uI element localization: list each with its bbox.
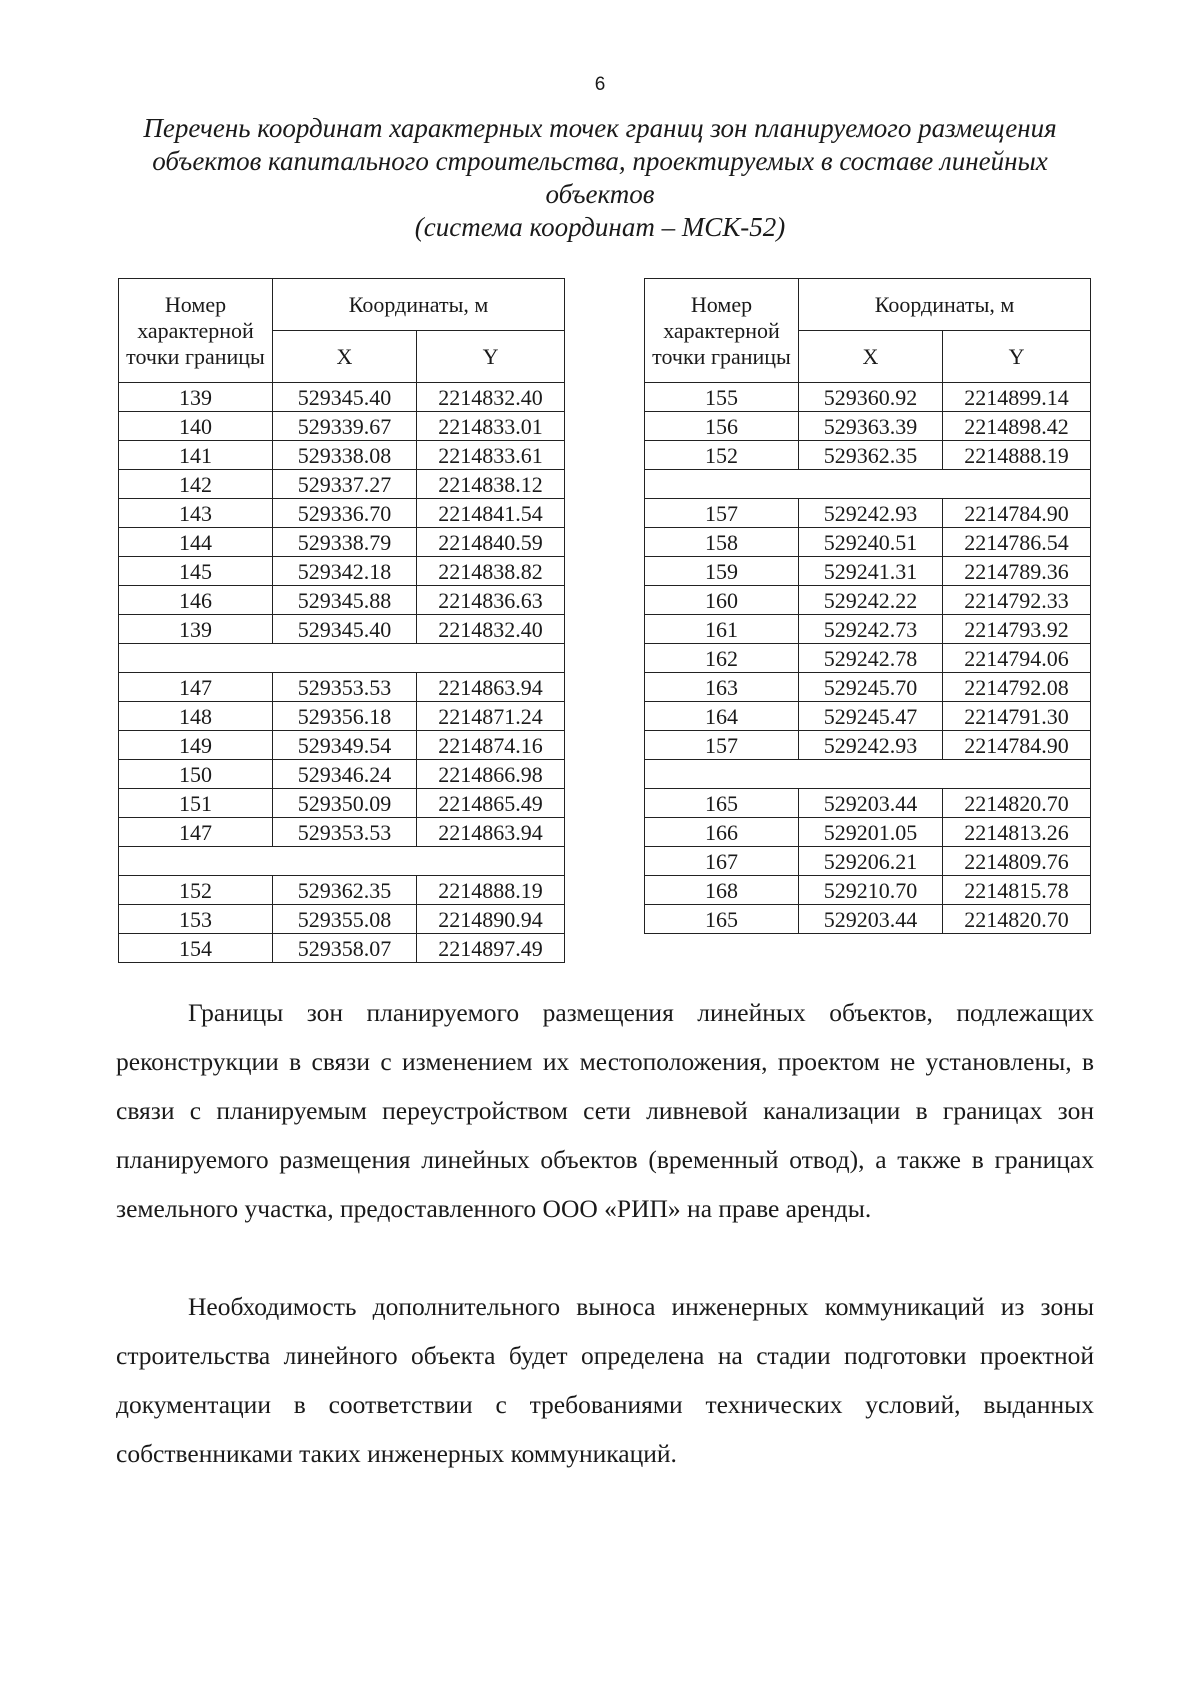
table-row [645,615,1091,644]
coordinates-table-right [644,278,1091,934]
x-coordinate-cell: 529337.27 [273,470,417,499]
table-row [119,934,565,963]
point-number-cell: 144 [119,528,273,557]
x-coordinate-cell: 529203.44 [799,905,943,934]
point-number-cell: 139 [119,615,273,644]
x-coordinate-cell: 529362.35 [273,876,417,905]
y-coordinate-cell: 2214813.26 [943,818,1091,847]
x-coordinate-cell: 529241.31 [799,557,943,586]
table-row [119,905,565,934]
header-y: Y [417,331,565,383]
point-number-cell: 147 [119,818,273,847]
x-coordinate-cell: 529242.93 [799,731,943,760]
x-coordinate-cell: 529355.08 [273,905,417,934]
x-coordinate-cell: 529350.09 [273,789,417,818]
header-point-number: Номер характерной точки границы [119,279,273,383]
table-row [119,673,565,702]
point-number-cell: 166 [645,818,799,847]
y-coordinate-cell: 2214789.36 [943,557,1091,586]
y-coordinate-cell: 2214786.54 [943,528,1091,557]
y-coordinate-cell: 2214820.70 [943,905,1091,934]
paragraph-boundaries: Границы зон планируемого размещения линейных объектов, подлежащих реконструкции в связи с изменением их местоположения, проектом не установлены, в связи с планируемым переустройством сети ливневой канализации в границах зон планируемого размещения линейных объектов (временный отвод), а также в границах земельного участка, предоставленного ООО «РИП» на праве аренды. [116,998,1094,1223]
table-row [645,876,1091,905]
table-row [119,499,565,528]
title-line-2: объектов капитального строительства, проектируемых в составе линейных [152,146,1048,176]
point-number-cell: 161 [645,615,799,644]
title-line-1: Перечень координат характерных точек границ зон планируемого размещения [143,113,1057,143]
table-row [119,789,565,818]
x-coordinate-cell: 529242.22 [799,586,943,615]
y-coordinate-cell: 2214793.92 [943,615,1091,644]
y-coordinate-cell: 2214820.70 [943,789,1091,818]
y-coordinate-cell: 2214863.94 [417,673,565,702]
table-row [645,383,1091,412]
table-row [645,818,1091,847]
table-row [645,789,1091,818]
point-number-cell: 153 [119,905,273,934]
point-number-cell: 155 [645,383,799,412]
header-coordinates: Координаты, м [799,279,1091,331]
y-coordinate-cell: 2214890.94 [417,905,565,934]
point-number-cell: 158 [645,528,799,557]
y-coordinate-cell: 2214888.19 [417,876,565,905]
table-row [645,586,1091,615]
point-number-cell: 154 [119,934,273,963]
table-row [645,441,1091,470]
table-separator-row [119,847,565,876]
point-number-cell: 147 [119,673,273,702]
x-coordinate-cell: 529245.70 [799,673,943,702]
table-row [119,876,565,905]
document-title [108,112,1092,244]
table-row [119,760,565,789]
y-coordinate-cell: 2214791.30 [943,702,1091,731]
table-row [119,412,565,441]
y-coordinate-cell: 2214784.90 [943,731,1091,760]
table-row [645,528,1091,557]
x-coordinate-cell: 529338.79 [273,528,417,557]
table-separator-row [645,760,1091,789]
x-coordinate-cell: 529342.18 [273,557,417,586]
point-number-cell: 159 [645,557,799,586]
y-coordinate-cell: 2214838.12 [417,470,565,499]
header-x: X [273,331,417,383]
y-coordinate-cell: 2214836.63 [417,586,565,615]
point-number-cell: 157 [645,731,799,760]
y-coordinate-cell: 2214792.33 [943,586,1091,615]
table-row [645,412,1091,441]
x-coordinate-cell: 529345.40 [273,615,417,644]
y-coordinate-cell: 2214871.24 [417,702,565,731]
point-number-cell: 139 [119,383,273,412]
y-coordinate-cell: 2214898.42 [943,412,1091,441]
point-number-cell: 142 [119,470,273,499]
y-coordinate-cell: 2214888.19 [943,441,1091,470]
x-coordinate-cell: 529345.88 [273,586,417,615]
point-number-cell: 149 [119,731,273,760]
table-row [119,818,565,847]
table-row [119,615,565,644]
x-coordinate-cell: 529349.54 [273,731,417,760]
y-coordinate-cell: 2214794.06 [943,644,1091,673]
x-coordinate-cell: 529353.53 [273,818,417,847]
y-coordinate-cell: 2214865.49 [417,789,565,818]
table-row [645,905,1091,934]
x-coordinate-cell: 529240.51 [799,528,943,557]
separator-cell [119,847,565,876]
x-coordinate-cell: 529242.73 [799,615,943,644]
table-row [119,702,565,731]
table-row [119,528,565,557]
table-row [119,383,565,412]
x-coordinate-cell: 529203.44 [799,789,943,818]
y-coordinate-cell: 2214809.76 [943,847,1091,876]
table-row [645,557,1091,586]
table-row [119,557,565,586]
point-number-cell: 165 [645,905,799,934]
table-left-body [119,383,565,963]
point-number-cell: 151 [119,789,273,818]
y-coordinate-cell: 2214897.49 [417,934,565,963]
y-coordinate-cell: 2214784.90 [943,499,1091,528]
point-number-cell: 160 [645,586,799,615]
point-number-cell: 143 [119,499,273,528]
point-number-cell: 163 [645,673,799,702]
table-row [645,673,1091,702]
y-coordinate-cell: 2214792.08 [943,673,1091,702]
point-number-cell: 156 [645,412,799,441]
y-coordinate-cell: 2214863.94 [417,818,565,847]
y-coordinate-cell: 2214833.01 [417,412,565,441]
y-coordinate-cell: 2214838.82 [417,557,565,586]
table-row [645,731,1091,760]
point-number-cell: 162 [645,644,799,673]
header-coordinates: Координаты, м [273,279,565,331]
point-number-cell: 145 [119,557,273,586]
table-row [119,470,565,499]
header-point-number: Номер характерной точки границы [645,279,799,383]
x-coordinate-cell: 529360.92 [799,383,943,412]
x-coordinate-cell: 529345.40 [273,383,417,412]
point-number-cell: 167 [645,847,799,876]
x-coordinate-cell: 529356.18 [273,702,417,731]
y-coordinate-cell: 2214866.98 [417,760,565,789]
separator-cell [119,644,565,673]
table-row [119,586,565,615]
y-coordinate-cell: 2214841.54 [417,499,565,528]
y-coordinate-cell: 2214815.78 [943,876,1091,905]
x-coordinate-cell: 529201.05 [799,818,943,847]
table-row [645,499,1091,528]
x-coordinate-cell: 529210.70 [799,876,943,905]
point-number-cell: 165 [645,789,799,818]
x-coordinate-cell: 529242.93 [799,499,943,528]
x-coordinate-cell: 529336.70 [273,499,417,528]
y-coordinate-cell: 2214874.16 [417,731,565,760]
separator-cell [645,760,1091,789]
x-coordinate-cell: 529338.08 [273,441,417,470]
point-number-cell: 164 [645,702,799,731]
point-number-cell: 141 [119,441,273,470]
table-row [645,644,1091,673]
x-coordinate-cell: 529363.39 [799,412,943,441]
header-x: X [799,331,943,383]
y-coordinate-cell: 2214840.59 [417,528,565,557]
y-coordinate-cell: 2214832.40 [417,383,565,412]
point-number-cell: 152 [645,441,799,470]
point-number-cell: 148 [119,702,273,731]
point-number-cell: 150 [119,760,273,789]
x-coordinate-cell: 529346.24 [273,760,417,789]
coordinates-table-left [118,278,565,963]
x-coordinate-cell: 529242.78 [799,644,943,673]
table-row [119,441,565,470]
page-number: 6 [594,74,606,95]
x-coordinate-cell: 529358.07 [273,934,417,963]
x-coordinate-cell: 529362.35 [799,441,943,470]
point-number-cell: 146 [119,586,273,615]
table-separator-row [645,470,1091,499]
separator-cell [645,470,1091,499]
header-y: Y [943,331,1091,383]
table-row [645,702,1091,731]
point-number-cell: 157 [645,499,799,528]
title-line-3: объектов [545,179,655,209]
paragraph-utilities: Необходимость дополнительного выноса инженерных коммуникаций из зоны строительства линейного объекта будет определена на стадии подготовки проектной документации в соответствии с требованиями технических условий, выданных собственниками таких инженерных коммуникаций. [116,1292,1094,1468]
y-coordinate-cell: 2214833.61 [417,441,565,470]
table-separator-row [119,644,565,673]
x-coordinate-cell: 529245.47 [799,702,943,731]
y-coordinate-cell: 2214832.40 [417,615,565,644]
x-coordinate-cell: 529339.67 [273,412,417,441]
table-right-body [645,383,1091,934]
table-row [119,731,565,760]
point-number-cell: 168 [645,876,799,905]
y-coordinate-cell: 2214899.14 [943,383,1091,412]
point-number-cell: 152 [119,876,273,905]
point-number-cell: 140 [119,412,273,441]
table-row [645,847,1091,876]
title-line-4: (система координат – МСК-52) [414,212,786,242]
x-coordinate-cell: 529353.53 [273,673,417,702]
x-coordinate-cell: 529206.21 [799,847,943,876]
